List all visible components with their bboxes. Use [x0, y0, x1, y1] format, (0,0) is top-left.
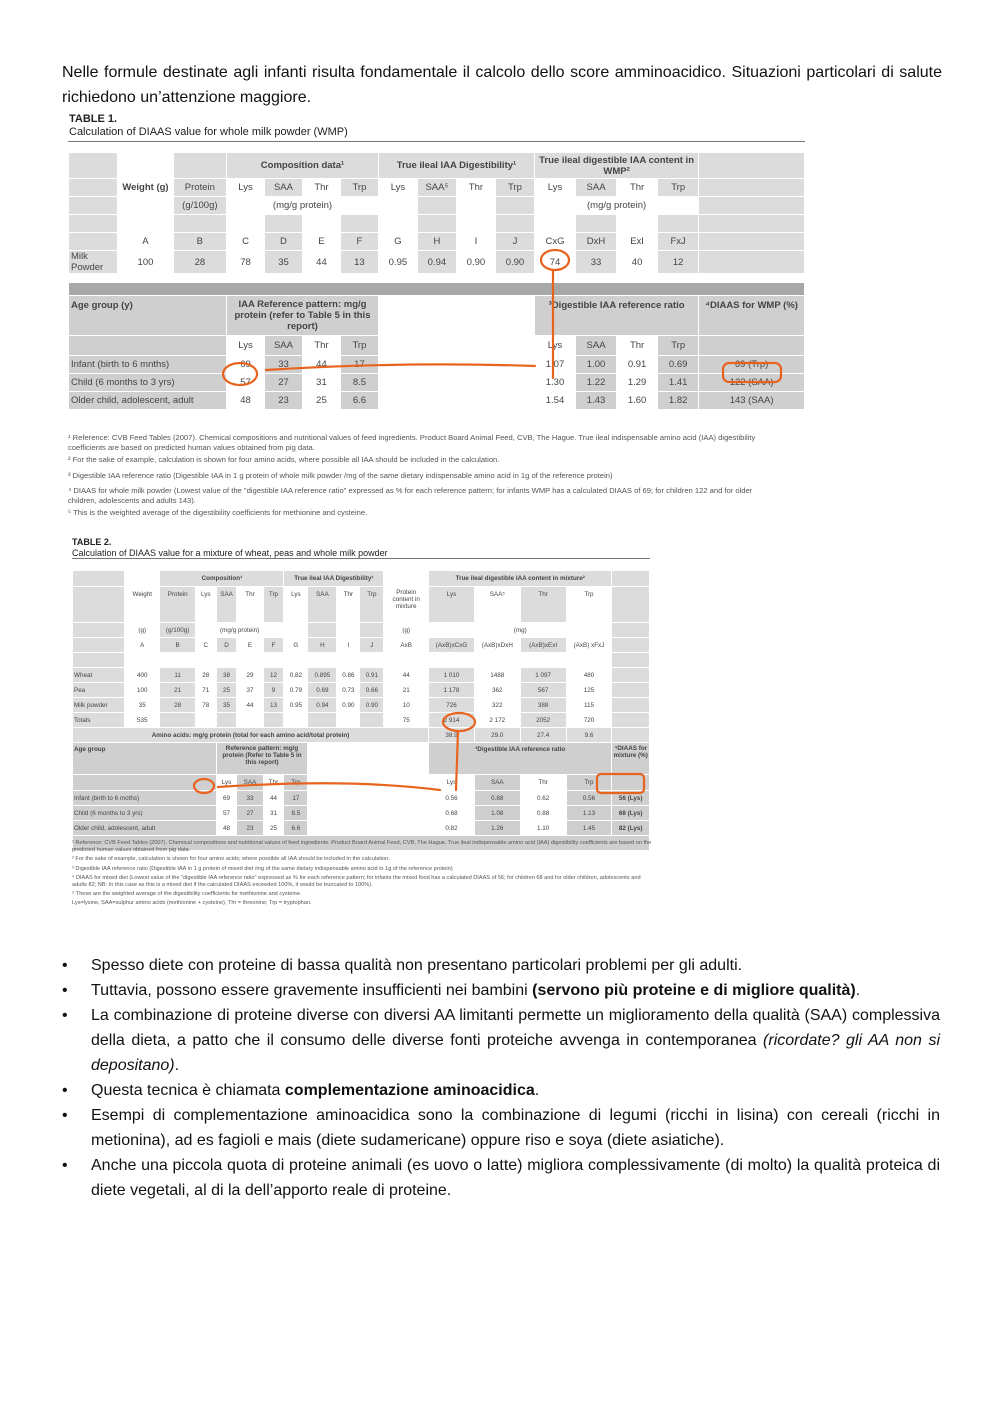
- bullet-item: • Tuttavia, possono essere gravemente insufficienti nei bambini (servono più proteine e di migliore qualità).: [62, 978, 940, 1003]
- bullet-icon: •: [62, 957, 68, 974]
- t1-cell: 23: [265, 392, 303, 410]
- t2-cell: 0.95: [284, 698, 308, 713]
- t2-cell: 388: [520, 698, 566, 713]
- t1-col: Thr: [302, 179, 340, 197]
- t2-col: Thr: [337, 587, 360, 623]
- table2-label: TABLE 2.: [72, 537, 112, 547]
- table2-note: ³ Digestible IAA reference ratio (Digestible IAA in 1 g protein of mixed diet /mg of the same dietary indispensable amino acid in 1g of the reference protein): [72, 865, 453, 872]
- t1-diaas: 143 (SAA): [699, 392, 805, 410]
- t1-cell: 0.95: [378, 251, 417, 274]
- t2-cell: 0.69: [308, 683, 337, 698]
- t1-milk-label: Milk Powder: [69, 251, 118, 274]
- t2-cell: 10: [384, 698, 429, 713]
- t1-cell: 78: [227, 251, 265, 274]
- t2-hdr-digestibility: True ileal IAA Digestibility¹: [284, 571, 384, 587]
- t2-aa-label: Amino acids: mg/g protein (total for each amino acid/total protein): [73, 728, 429, 743]
- t2-diaas: 56 (Lys): [612, 791, 650, 806]
- t2-cell: 17: [284, 791, 308, 806]
- t2-cell: 12: [263, 668, 284, 683]
- t2-cell: 115: [566, 698, 612, 713]
- t1-hdr-ratio: ³Digestible IAA reference ratio: [534, 296, 698, 336]
- t1-col: Trp: [495, 179, 534, 197]
- t1-col: Thr: [617, 179, 658, 197]
- t2-unit: (mg/g protein): [195, 623, 284, 638]
- bullet-icon: •: [62, 1082, 68, 1099]
- table2-note: ⁴ DIAAS for mixed diet (Lowest value of the "digestible IAA reference ratio" expressed as % for each reference pattern; for infants the mixed food has a calculated DIAAS of 56; for children 68 and for older children, adolescents and adults 82; NB: In this case as this is a mixed diet if the calculated DIAAS exceeded 100%, it would be truncated to 100%).: [72, 874, 641, 889]
- t2-age-label: Child (6 months to 3 yrs): [73, 806, 217, 821]
- t1-cell: 0.91: [617, 356, 658, 374]
- t2-cell: 78: [195, 698, 216, 713]
- t1-letter: J: [495, 233, 534, 251]
- t1-hdr-protein: Protein: [173, 179, 226, 197]
- t2-cell: 9: [263, 683, 284, 698]
- t2-cell: 0.86: [337, 668, 360, 683]
- t1-cell: 1.07: [534, 356, 575, 374]
- bullet-item: • La combinazione di proteine diverse con diversi AA limitanti permette un miglioramento della qualità (SAA) complessiva della dieta, a patto che il consumo delle diverse fonti proteiche avvenga in contemporanea (ricordate? gli AA non si depositano).: [62, 1003, 940, 1078]
- t2-row-label: Milk powder: [73, 698, 125, 713]
- t1-letter: ExI: [617, 233, 658, 251]
- t2-unit: (g): [125, 623, 160, 638]
- t2-col: SAA: [308, 587, 337, 623]
- t2-aa: 27.4: [520, 728, 566, 743]
- t2-col: Trp: [566, 587, 612, 623]
- t2-letter: H: [308, 638, 337, 653]
- t2-letter: (AxB)xDxH: [474, 638, 520, 653]
- t2-cell: 75: [384, 713, 429, 728]
- t2-cell: 100: [125, 683, 160, 698]
- t2-col: SAA⁵: [474, 587, 520, 623]
- t1-letter: I: [456, 233, 495, 251]
- t2-cell: 1.08: [474, 806, 520, 821]
- t1-cell: 1.29: [617, 374, 658, 392]
- t2-cell: 6.6: [284, 821, 308, 836]
- t2-hdr-ratio: ³Digestible IAA reference ratio: [429, 743, 612, 775]
- t2-ratio-col: Thr: [520, 775, 566, 791]
- table2-rule: [72, 558, 650, 559]
- t2-cell: 21: [160, 683, 195, 698]
- t2-cell: 28: [195, 668, 216, 683]
- t1-letter: D: [265, 233, 303, 251]
- table2-note: ⁵ These are the weighted average of the digestibility coefficients for methionine and cysteine.: [72, 891, 302, 898]
- t1-cell: 1.30: [534, 374, 575, 392]
- t2-cell: 27: [237, 806, 263, 821]
- t2-col: Trp: [360, 587, 384, 623]
- t2-col: Thr: [237, 587, 263, 623]
- bullet-list: [62, 953, 940, 1203]
- t1-cell: 0.94: [417, 251, 456, 274]
- t2-cell: 0.66: [360, 683, 384, 698]
- t2-cell: 33: [237, 791, 263, 806]
- t1-cell: 57: [227, 374, 265, 392]
- t1-cell: 0.90: [495, 251, 534, 274]
- table1-title: [69, 113, 348, 139]
- t2-cell: 0.94: [308, 698, 337, 713]
- t2-cell: 23: [237, 821, 263, 836]
- t1-cell: 1.82: [658, 392, 699, 410]
- t1-ref-col: Lys: [227, 336, 265, 356]
- t1-hdr-composition: Composition data¹: [227, 153, 379, 179]
- t2-letter: F: [263, 638, 284, 653]
- t2-cell: 29: [237, 668, 263, 683]
- t2-cell: 25: [263, 821, 284, 836]
- t1-ratio-col: Trp: [658, 336, 699, 356]
- t1-ref-col: Thr: [302, 336, 340, 356]
- t2-cell: 1 097: [520, 668, 566, 683]
- t2-ref-col: Thr: [263, 775, 284, 791]
- t2-cell: 0.56: [566, 791, 612, 806]
- table2-notes: [72, 840, 652, 908]
- t2-letter: I: [337, 638, 360, 653]
- t1-cell: 48: [227, 392, 265, 410]
- t2-cell: 362: [474, 683, 520, 698]
- t1-diaas: 122 (SAA): [699, 374, 805, 392]
- t1-hdr-weight: Weight (g): [118, 179, 173, 215]
- t2-cell: 535: [125, 713, 160, 728]
- t2-cell: 1.45: [566, 821, 612, 836]
- t1-age-label: Older child, adolescent, adult: [69, 392, 227, 410]
- t1-letter: B: [173, 233, 226, 251]
- t2-cell: 1.13: [566, 806, 612, 821]
- t2-cell: 322: [474, 698, 520, 713]
- t1-cell: 31: [302, 374, 340, 392]
- t2-letter: (AxB)xCxG: [429, 638, 475, 653]
- t1-unit-mg: (mg/g protein): [534, 197, 698, 215]
- t1-col: Trp: [658, 179, 699, 197]
- intro-paragraph: Nelle formule destinate agli infanti risulta fondamentale il calcolo dello score amminoacidico. Situazioni particolari di salute richiedono un’attenzione maggiore.: [62, 64, 942, 106]
- table2-title: [72, 537, 388, 559]
- t2-ref-col: Trp: [284, 775, 308, 791]
- t2-ref-col: Lys: [216, 775, 237, 791]
- t2-col: Lys: [284, 587, 308, 623]
- t2-aa: 9.6: [566, 728, 612, 743]
- t2-hdr-protein: Protein: [160, 587, 195, 623]
- t1-age-label: Child (6 months to 3 yrs): [69, 374, 227, 392]
- t2-cell: 2 172: [474, 713, 520, 728]
- t2-cell: 13: [263, 698, 284, 713]
- t1-letter: A: [118, 233, 173, 251]
- t2-ref-col: SAA: [237, 775, 263, 791]
- t2-cell: 31: [263, 806, 284, 821]
- t1-cell: 27: [265, 374, 303, 392]
- t1-col: Trp: [340, 179, 378, 197]
- t2-col: Lys: [429, 587, 475, 623]
- t1-cell: 1.60: [617, 392, 658, 410]
- t2-hdr-protein-mix: Protein content in mixture: [384, 587, 429, 623]
- t1-cell: 0.90: [456, 251, 495, 274]
- t2-cell: 2 914: [429, 713, 475, 728]
- t2-letter: E: [237, 638, 263, 653]
- t1-col: Lys: [534, 179, 575, 197]
- t1-cell: 17: [340, 356, 378, 374]
- t2-cell: 0.82: [429, 821, 475, 836]
- t2-cell: 21: [384, 683, 429, 698]
- t2-hdr-ref: Reference pattern: mg/g protein (Refer to Table 5 in this report): [216, 743, 308, 775]
- t2-cell: 0.895: [308, 668, 337, 683]
- t1-letter: CxG: [534, 233, 575, 251]
- t2-letter: J: [360, 638, 384, 653]
- t1-ratio-col: Thr: [617, 336, 658, 356]
- table1-notes: [68, 433, 783, 518]
- bullet-icon: •: [62, 982, 68, 999]
- table2-note: Lys=lysine, SAA=sulphur amino acids (methionine + cysteine), Thr = threonine; Trp = tryptophan.: [72, 900, 312, 907]
- t2-aa: 29.0: [474, 728, 520, 743]
- t2-hdr-composition: Composition¹: [160, 571, 284, 587]
- t2-ratio-col: Trp: [566, 775, 612, 791]
- t2-cell: 480: [566, 668, 612, 683]
- t1-letter: H: [417, 233, 456, 251]
- table1: [68, 152, 805, 410]
- bullet-icon: •: [62, 1107, 68, 1124]
- t2-cell: 726: [429, 698, 475, 713]
- t2-cell: 1.10: [520, 821, 566, 836]
- t2-cell: 125: [566, 683, 612, 698]
- t1-col: SAA: [265, 179, 303, 197]
- bullet-item: • Questa tecnica è chiamata complementazione aminoacidica.: [62, 1078, 940, 1103]
- t1-col: SAA⁵: [417, 179, 456, 197]
- t2-cell: 0.88: [520, 806, 566, 821]
- table1-note: ⁵ This is the weighted average of the digestibility coefficients for methionine and cysteine.: [68, 508, 368, 517]
- t2-letter: (AxB)xExI: [520, 638, 566, 653]
- t2-age-label: Infant (birth to 6 moths): [73, 791, 217, 806]
- t2-cell: 57: [216, 806, 237, 821]
- t2-cell: 0.90: [360, 698, 384, 713]
- t2-unit: (g): [384, 623, 429, 638]
- t2-letter: G: [284, 638, 308, 653]
- t2-cell: 1 178: [429, 683, 475, 698]
- t1-cell: 13: [340, 251, 378, 274]
- t1-cell: 1.00: [576, 356, 617, 374]
- t1-cell: 28: [173, 251, 226, 274]
- t2-hdr-age: Age group: [73, 743, 217, 775]
- t1-col: SAA: [576, 179, 617, 197]
- t1-cell: 33: [576, 251, 617, 274]
- t1-cell: 0.69: [658, 356, 699, 374]
- t1-letter: DxH: [576, 233, 617, 251]
- t1-cell: 1.41: [658, 374, 699, 392]
- t2-cell: 0.88: [474, 791, 520, 806]
- t1-col: Lys: [227, 179, 265, 197]
- t2-diaas: 68 (Lys): [612, 806, 650, 821]
- t1-diaas: 69 (Trp): [699, 356, 805, 374]
- t1-hdr-diaas: ⁴DIAAS for WMP (%): [699, 296, 805, 336]
- t2-cell: 0.82: [284, 668, 308, 683]
- t2-hdr-weight: Weight: [125, 587, 160, 623]
- t1-cell: 74: [534, 251, 575, 274]
- t1-letter: F: [340, 233, 378, 251]
- t1-letter: E: [302, 233, 340, 251]
- t2-cell: 35: [216, 698, 237, 713]
- t2-cell: 1.26: [474, 821, 520, 836]
- t2-hdr-diaas: ⁴DIAAS for mixture (%): [612, 743, 650, 775]
- t1-hdr-content: True ileal digestible IAA content in WMP²: [534, 153, 698, 179]
- t2-cell: 1 010: [429, 668, 475, 683]
- table2-caption: Calculation of DIAAS value for a mixture of wheat, peas and whole milk powder: [72, 548, 388, 558]
- t2-cell: 44: [263, 791, 284, 806]
- table1-label: TABLE 1.: [69, 113, 118, 125]
- t1-cell: 33: [265, 356, 303, 374]
- t1-cell: 1.43: [576, 392, 617, 410]
- t1-unit-protein: (g/100g): [173, 197, 226, 215]
- t2-cell: 69: [216, 791, 237, 806]
- bullet-icon: •: [62, 1157, 68, 1174]
- t1-cell: 6.6: [340, 392, 378, 410]
- t1-hdr-ref: IAA Reference pattern: mg/g protein (refer to Table 5 in this report): [227, 296, 379, 336]
- t2-cell: 44: [237, 698, 263, 713]
- t1-ref-col: SAA: [265, 336, 303, 356]
- bullet-item: • Spesso diete con proteine di bassa qualità non presentano particolari problemi per gli adulti.: [62, 953, 940, 978]
- t2-cell: 0.68: [429, 806, 475, 821]
- t2-row-label: Wheat: [73, 668, 125, 683]
- t1-cell: 44: [302, 251, 340, 274]
- t2-cell: 0.90: [337, 698, 360, 713]
- t2-cell: 44: [384, 668, 429, 683]
- t2-col: Thr: [520, 587, 566, 623]
- table2-note: ¹ Reference: CVB Feed Tables (2007). Chemical compositions and nutritional values of feed ingredients. Product Board Animal Feed, CVB, The Hague. True ileal indispensable amino acid (IAA) digestibility coefficients are based on the predicted human values obtained from pig data.: [72, 840, 652, 854]
- table1-note: ⁴ DIAAS for whole milk powder (Lowest value of the "digestible IAA reference ratio" expressed as % for each reference pattern; for infants WMP has a calculated DIAAS of 69; for children 122 and for older children, adolescents and adults 143).: [68, 486, 753, 505]
- table1-note: ² For the sake of example, calculation is shown for four amino acids, where possible all IAA should be included in the calculation.: [68, 455, 500, 464]
- t2-cell: 35: [125, 698, 160, 713]
- t2-cell: 37: [237, 683, 263, 698]
- t2-letter: D: [216, 638, 237, 653]
- t2-letter: AxB: [384, 638, 429, 653]
- t2-age-label: Older child, adolescent, adult: [73, 821, 217, 836]
- t2-letter: C: [195, 638, 216, 653]
- table2: [72, 570, 650, 851]
- t2-cell: 2052: [520, 713, 566, 728]
- t1-letter: C: [227, 233, 265, 251]
- t1-age-label: Infant (birth to 6 mnths): [69, 356, 227, 374]
- bullet-item: • Anche una piccola quota di proteine animali (es uovo o latte) migliora complessivamente (di molto) la qualità proteica di diete vegetali, al di la dell’apporto reale di proteine.: [62, 1153, 940, 1203]
- t2-cell: 1488: [474, 668, 520, 683]
- t2-totals-label: Totals: [73, 713, 125, 728]
- t1-ref-col: Trp: [340, 336, 378, 356]
- t1-cell: 1.22: [576, 374, 617, 392]
- t1-cell: 12: [658, 251, 699, 274]
- t2-cell: 25: [216, 683, 237, 698]
- t1-letter: G: [378, 233, 417, 251]
- t2-cell: 0.79: [284, 683, 308, 698]
- t1-col: Thr: [456, 179, 495, 197]
- t2-diaas: 82 (Lys): [612, 821, 650, 836]
- t2-letter: B: [160, 638, 195, 653]
- t2-cell: 567: [520, 683, 566, 698]
- t2-unit: (g/100g): [160, 623, 195, 638]
- t1-cell: 25: [302, 392, 340, 410]
- t2-ratio-col: SAA: [474, 775, 520, 791]
- t2-cell: 48: [216, 821, 237, 836]
- t2-cell: 8.5: [284, 806, 308, 821]
- t2-cell: 0.91: [360, 668, 384, 683]
- t2-col: Trp: [263, 587, 284, 623]
- t1-cell: 100: [118, 251, 173, 274]
- t2-cell: 38: [216, 668, 237, 683]
- t2-cell: 720: [566, 713, 612, 728]
- t1-cell: 40: [617, 251, 658, 274]
- t2-cell: 0.62: [520, 791, 566, 806]
- table1-note: ¹ Reference: CVB Feed Tables (2007). Chemical compositions and nutritional values of feed ingredients. Product Board Animal Feed, CVB, The Hague. True ileal indispensable amino acid (IAA) digestibility coefficients are based on predicted human values obtained from pig data.: [68, 433, 756, 452]
- t1-col: Lys: [378, 179, 417, 197]
- t2-cell: 0.73: [337, 683, 360, 698]
- t1-cell: 35: [265, 251, 303, 274]
- t2-cell: 71: [195, 683, 216, 698]
- t1-ratio-col: Lys: [534, 336, 575, 356]
- t1-unit-mg: (mg/g protein): [227, 197, 379, 215]
- t2-letter: A: [125, 638, 160, 653]
- table1-rule: [68, 141, 805, 142]
- t1-hdr-digestibility: True ileal IAA Digestibility¹: [378, 153, 534, 179]
- t2-hdr-content: True ileal digestible IAA content in mixture²: [429, 571, 612, 587]
- t2-col: Lys: [195, 587, 216, 623]
- t1-ratio-col: SAA: [576, 336, 617, 356]
- t2-cell: 0.56: [429, 791, 475, 806]
- t2-col: SAA: [216, 587, 237, 623]
- table1-note: ³ Digestible IAA reference ratio (Digestible IAA in 1 g protein of whole milk powder /mg of the same dietary indispensable amino acid in 1g of the reference protein): [68, 470, 613, 480]
- t2-unit: (mg): [429, 623, 612, 638]
- bullet-item: • Esempi di complementazione aminoacidica sono la combinazione di legumi (ricchi in lisina) con cereali (ricchi in metionina), ad es fagioli e mais (diete sudamericane) oppure riso e soya (diete asiatiche).: [62, 1103, 940, 1153]
- t1-hdr-age: Age group (y): [69, 296, 227, 336]
- t2-cell: 400: [125, 668, 160, 683]
- bullet-icon: •: [62, 1007, 68, 1024]
- t2-aa: 38.9: [429, 728, 475, 743]
- t1-cell: 8.5: [340, 374, 378, 392]
- t1-letter: FxJ: [658, 233, 699, 251]
- t1-cell: 1.54: [534, 392, 575, 410]
- t1-cell: 44: [302, 356, 340, 374]
- t2-ratio-col: Lys: [429, 775, 475, 791]
- t2-letter: (AxB) xFxJ: [566, 638, 612, 653]
- t2-cell: 28: [160, 698, 195, 713]
- table2-note: ² For the sake of example, calculation is shown for four amino acids; where possible all IAA should be included in the calculation.: [72, 856, 390, 863]
- t2-cell: 11: [160, 668, 195, 683]
- t1-cell: 69: [227, 356, 265, 374]
- t2-row-label: Pea: [73, 683, 125, 698]
- table1-caption: Calculation of DIAAS value for whole milk powder (WMP): [69, 126, 348, 138]
